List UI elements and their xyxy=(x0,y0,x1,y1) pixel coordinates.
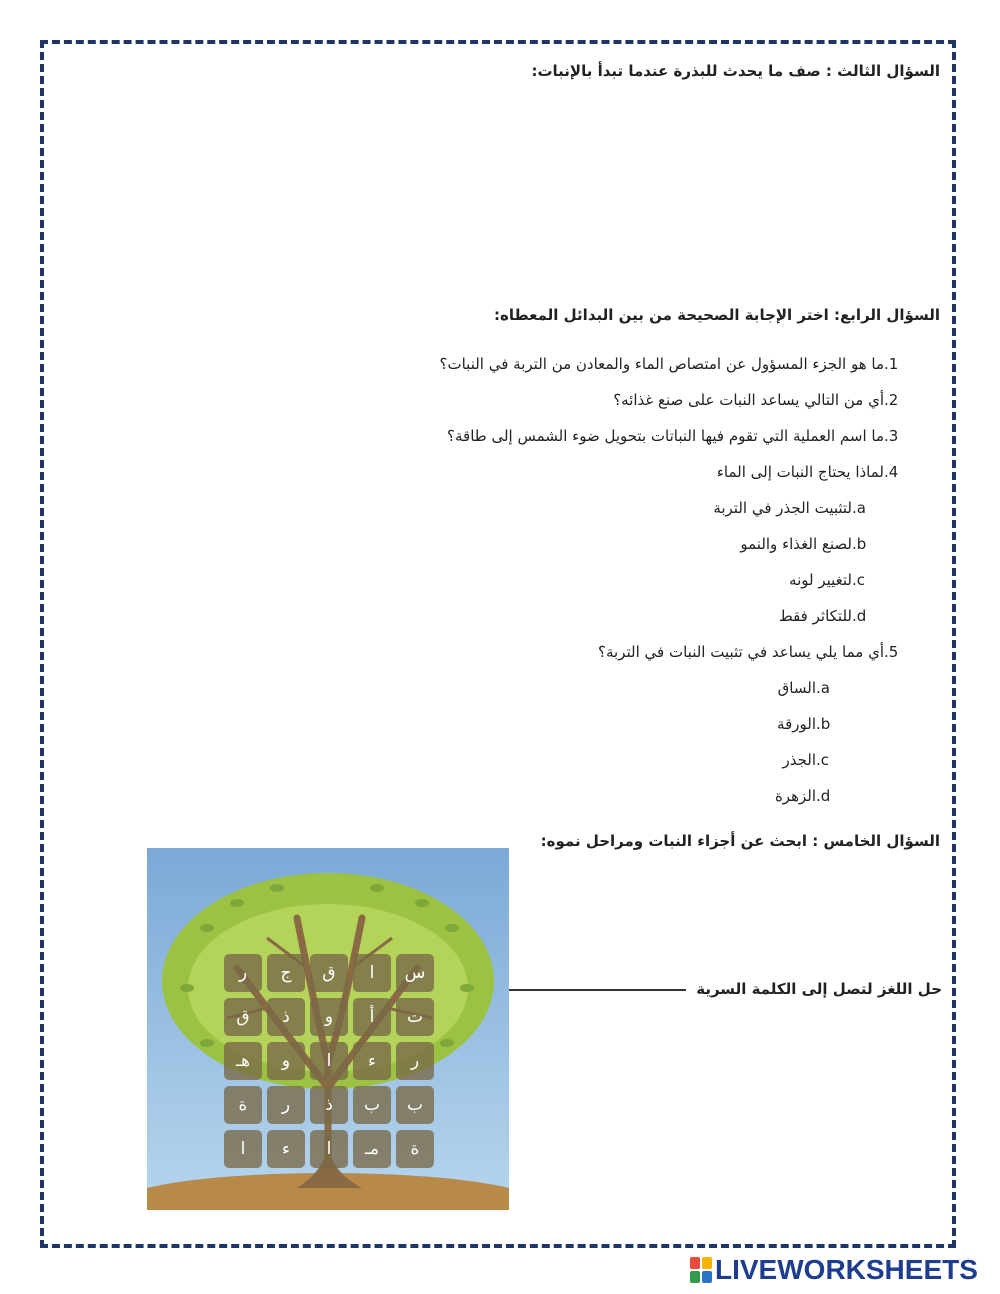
grid-cell[interactable]: ة xyxy=(224,1086,262,1124)
q4-item-4: 4.لماذا يحتاج النبات إلى الماء xyxy=(716,463,899,481)
puzzle-prompt: حل اللغز لتصل إلى الكلمة السرية xyxy=(495,980,942,998)
question-3-title: السؤال الثالث : صف ما يحدث للبذرة عندما تبدأ بالإنبات: xyxy=(531,62,940,80)
logo-icon xyxy=(690,1257,712,1283)
q4-item-3: 3.ما اسم العملية التي تقوم فيها النباتات بتحويل ضوء الشمس إلى طاقة؟ xyxy=(447,427,899,445)
grid-cell[interactable]: ة xyxy=(396,1130,434,1168)
grid-cell[interactable]: ذ xyxy=(267,998,305,1036)
q5-option-d[interactable]: d.الزهرة xyxy=(774,787,831,805)
grid-cell[interactable]: ر xyxy=(267,1086,305,1124)
letter-grid xyxy=(224,954,436,1172)
q4-option-c[interactable]: c.لتغيير لونه xyxy=(789,571,866,589)
grid-cell[interactable]: ء xyxy=(353,1042,391,1080)
grid-cell[interactable]: ا xyxy=(310,1042,348,1080)
q4-item-2: 2.أي من التالي يساعد النبات على صنع غذائه؟ xyxy=(613,391,899,409)
grid-cell[interactable]: س xyxy=(396,954,434,992)
grid-cell[interactable]: ء xyxy=(267,1130,305,1168)
grid-cell[interactable]: ر xyxy=(224,954,262,992)
question-5-title: السؤال الخامس : ابحث عن أجزاء النبات ومراحل نموه: xyxy=(540,832,940,850)
grid-cell[interactable]: ق xyxy=(310,954,348,992)
grid-cell[interactable]: ا xyxy=(224,1130,262,1168)
grid-cell[interactable]: هـ xyxy=(224,1042,262,1080)
grid-cell[interactable]: ا xyxy=(310,1130,348,1168)
grid-cell[interactable]: ذ xyxy=(310,1086,348,1124)
q5-option-c[interactable]: c.الجذر xyxy=(782,751,830,769)
q4-item-1: 1.ما هو الجزء المسؤول عن امتصاص الماء والمعادن من التربة في النبات؟ xyxy=(439,355,899,373)
q4-item-5: 5.أي مما يلي يساعد في تثبيت النبات في التربة؟ xyxy=(598,643,899,661)
liveworksheets-logo: LIVEWORKSHEETS xyxy=(690,1254,978,1286)
q5-option-b[interactable]: b.الورقة xyxy=(777,715,831,733)
grid-cell[interactable]: و xyxy=(310,998,348,1036)
grid-cell[interactable]: ا xyxy=(353,954,391,992)
grid-cell[interactable]: ب xyxy=(396,1086,434,1124)
grid-cell[interactable]: و xyxy=(267,1042,305,1080)
grid-cell[interactable]: مـ xyxy=(353,1130,391,1168)
grid-cell[interactable]: ق xyxy=(224,998,262,1036)
grid-cell[interactable]: ت xyxy=(396,998,434,1036)
q5-option-a[interactable]: a.الساق xyxy=(777,679,830,697)
grid-cell[interactable]: أ xyxy=(353,998,391,1036)
q4-option-d[interactable]: d.للتكاثر فقط xyxy=(778,607,867,625)
secret-word-blank[interactable] xyxy=(506,989,686,991)
grid-cell[interactable]: ب xyxy=(353,1086,391,1124)
grid-cell[interactable]: ج xyxy=(267,954,305,992)
q4-option-a[interactable]: a.لتثبيت الجذر في التربة xyxy=(713,499,866,517)
question-4-title: السؤال الرابع: اختر الإجابة الصحيحة من بين البدائل المعطاه: xyxy=(494,306,940,324)
q4-option-b[interactable]: b.لصنع الغذاء والنمو xyxy=(740,535,867,553)
grid-cell[interactable]: ر xyxy=(396,1042,434,1080)
